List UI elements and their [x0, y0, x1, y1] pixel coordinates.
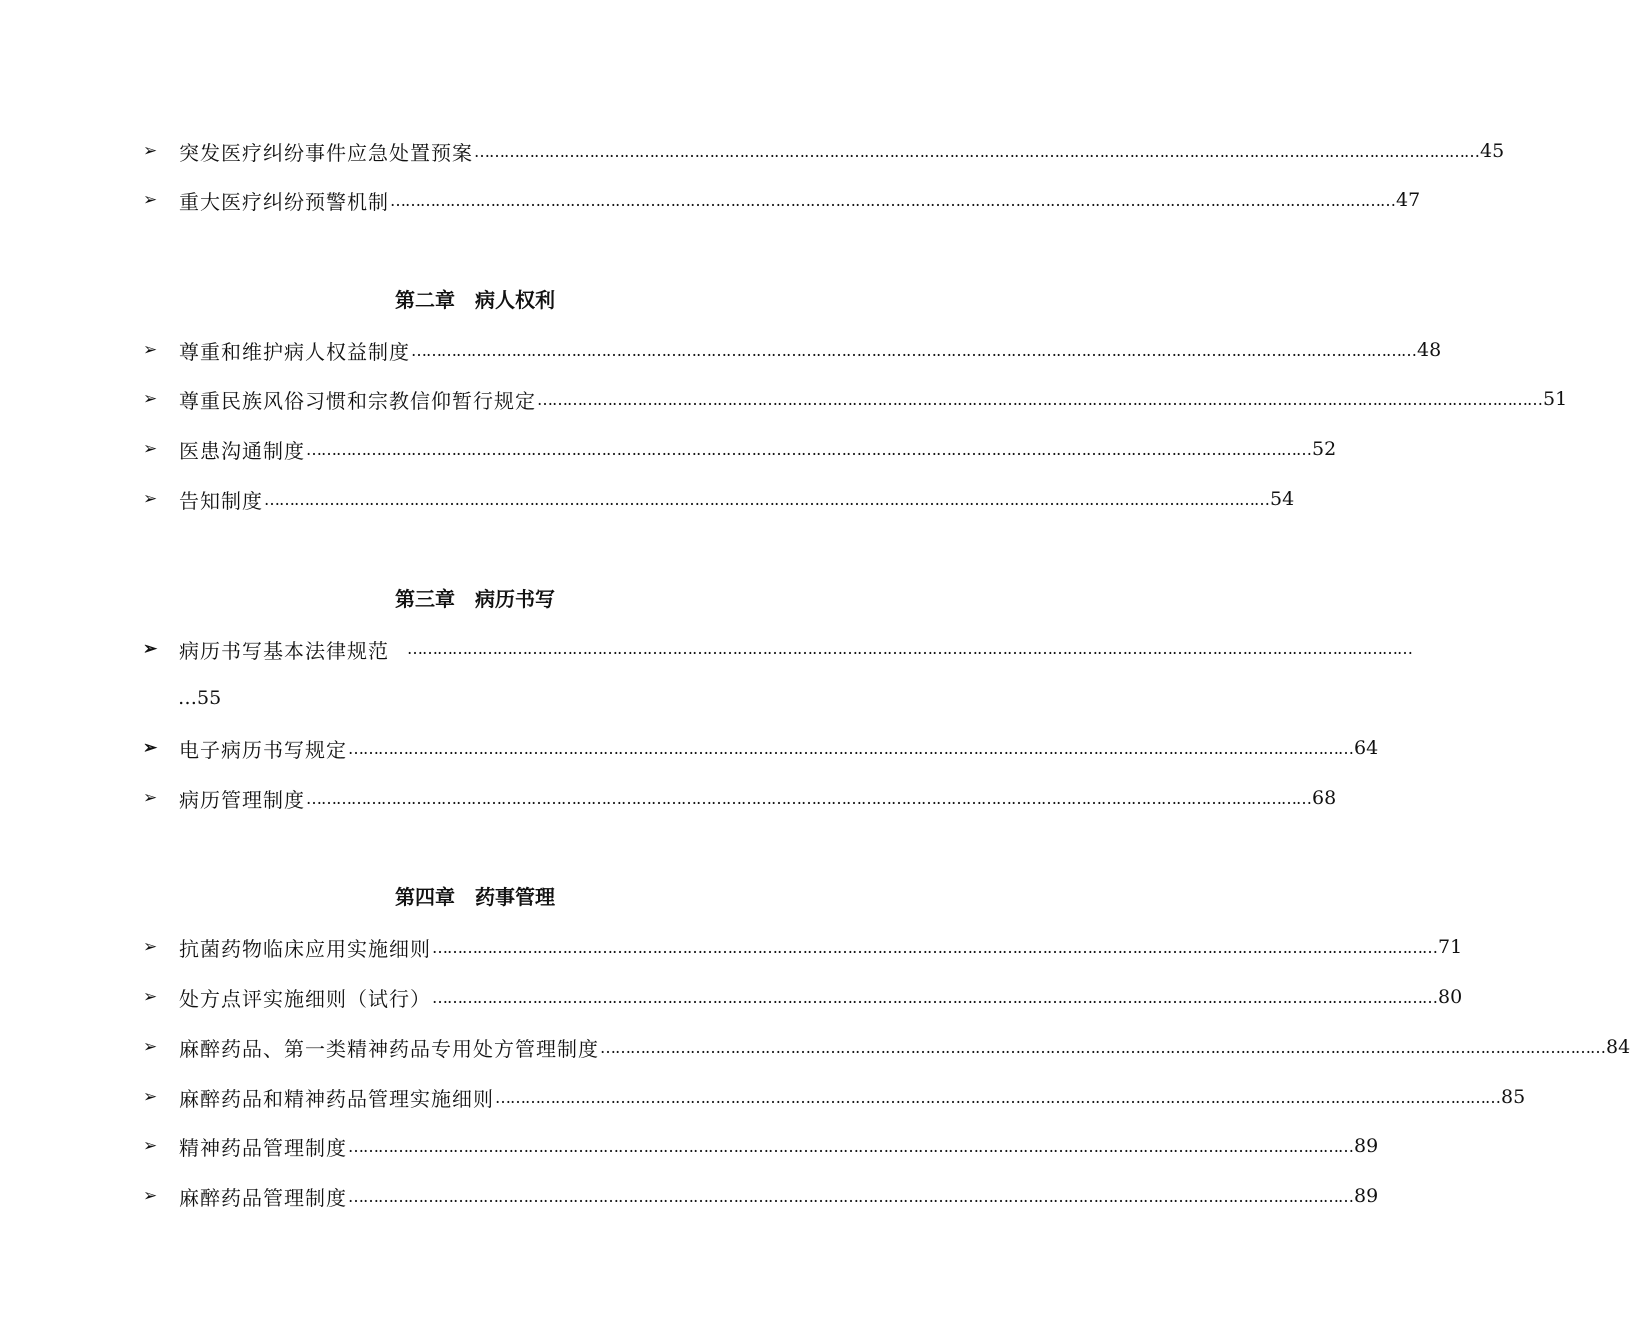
- toc-entry-page: 52: [1312, 438, 1337, 460]
- chapter-name: 药事管理: [475, 885, 555, 909]
- toc-entry[interactable]: [143, 185, 1421, 215]
- dot-leader: …………………………………………………………………………………………………………………………………………………………………………………: [348, 1186, 1353, 1206]
- arrow-bullet-icon: ➢: [143, 638, 158, 659]
- toc-entry-title: 尊重民族风俗习惯和宗教信仰暂行规定: [179, 388, 536, 413]
- toc-entry-page: 47: [1396, 189, 1421, 211]
- toc-entry-title: 电子病历书写规定: [179, 737, 347, 762]
- arrow-bullet-icon: ➢: [143, 339, 158, 360]
- chapter-heading: [0, 882, 950, 912]
- toc-entry-page: …55: [178, 687, 222, 709]
- dot-leader: …………………………………………………………………………………………………………………………………………………………………………………: [474, 141, 1479, 161]
- toc-entry-page: 84: [1606, 1036, 1630, 1058]
- arrow-bullet-icon: ➢: [143, 1036, 158, 1057]
- toc-entry-title: 精神药品管理制度: [179, 1135, 347, 1160]
- toc-entry-title: 麻醉药品、第一类精神药品专用处方管理制度: [179, 1036, 599, 1061]
- toc-entry-title: 告知制度: [179, 488, 263, 513]
- chapter-number: 第四章: [395, 885, 455, 909]
- arrow-bullet-icon: ➢: [143, 787, 158, 808]
- toc-entry-title: 尊重和维护病人权益制度: [179, 339, 410, 364]
- toc-entry-title: 重大医疗纠纷预警机制: [179, 189, 389, 214]
- toc-entry-page: 85: [1501, 1086, 1526, 1108]
- toc-entry[interactable]: [143, 384, 1568, 414]
- dot-leader: …………………………………………………………………………………………………………………………………………………………………………………: [407, 639, 1412, 658]
- toc-entry-page: 48: [1417, 339, 1442, 361]
- chapter-number: 第三章: [395, 587, 455, 611]
- arrow-bullet-icon: ➢: [143, 140, 158, 161]
- arrow-bullet-icon: ➢: [143, 737, 158, 758]
- chapter-heading: [0, 584, 950, 614]
- toc-entry[interactable]: [143, 783, 1337, 813]
- chapter-number: 第二章: [395, 288, 455, 312]
- arrow-bullet-icon: ➢: [143, 438, 158, 459]
- dot-leader: …………………………………………………………………………………………………………………………………………………………………………………: [432, 987, 1437, 1007]
- toc-entry[interactable]: [143, 982, 1463, 1012]
- toc-entry-page: 80: [1438, 986, 1463, 1008]
- toc-entry-title: 处方点评实施细则（试行）: [179, 986, 431, 1011]
- toc-entry-title: 医患沟通制度: [179, 438, 305, 463]
- dot-leader: …………………………………………………………………………………………………………………………………………………………………………………: [348, 1136, 1353, 1156]
- toc-entry[interactable]: [143, 1131, 1379, 1161]
- toc-entry-page: 64: [1354, 737, 1379, 759]
- toc-entry[interactable]: [143, 335, 1442, 365]
- arrow-bullet-icon: ➢: [143, 488, 158, 509]
- dot-leader: …………………………………………………………………………………………………………………………………………………………………………………: [306, 788, 1311, 808]
- toc-entry-title: 麻醉药品和精神药品管理实施细则: [179, 1086, 494, 1111]
- toc-entry-title: 麻醉药品管理制度: [179, 1185, 347, 1210]
- toc-entry-page: 89: [1354, 1185, 1379, 1207]
- toc-entry-title: 抗菌药物临床应用实施细则: [179, 936, 431, 961]
- chapter-name: 病历书写: [475, 587, 555, 611]
- dot-leader: …………………………………………………………………………………………………………………………………………………………………………………: [495, 1087, 1500, 1107]
- toc-entry[interactable]: [143, 1032, 1630, 1062]
- dot-leader: …………………………………………………………………………………………………………………………………………………………………………………: [306, 439, 1311, 459]
- toc-entry[interactable]: [143, 1082, 1526, 1112]
- dot-leader: …………………………………………………………………………………………………………………………………………………………………………………: [390, 190, 1395, 210]
- toc-entry-page: 45: [1480, 140, 1505, 162]
- dot-leader: …………………………………………………………………………………………………………………………………………………………………………………: [432, 937, 1437, 957]
- arrow-bullet-icon: ➢: [143, 1185, 158, 1206]
- toc-entry[interactable]: [143, 434, 1337, 464]
- arrow-bullet-icon: ➢: [143, 1135, 158, 1156]
- toc-entry[interactable]: [143, 733, 1379, 763]
- arrow-bullet-icon: ➢: [143, 1086, 158, 1107]
- arrow-bullet-icon: ➢: [143, 388, 158, 409]
- toc-entry[interactable]: [143, 136, 1505, 166]
- dot-leader: …………………………………………………………………………………………………………………………………………………………………………………: [348, 738, 1353, 758]
- arrow-bullet-icon: ➢: [143, 986, 158, 1007]
- chapter-name: 病人权利: [475, 288, 555, 312]
- toc-entry-title: 病历管理制度: [179, 787, 305, 812]
- toc-entry-title: 突发医疗纠纷事件应急处置预案: [179, 140, 473, 165]
- arrow-bullet-icon: ➢: [143, 189, 158, 210]
- toc-entry-page: 68: [1312, 787, 1337, 809]
- toc-entry[interactable]: [143, 484, 1295, 514]
- toc-entry[interactable]: [143, 1181, 1379, 1211]
- toc-entry-page: 54: [1270, 488, 1295, 510]
- toc-entry[interactable]: [143, 932, 1463, 962]
- toc-entry-title: 病历书写基本法律规范: [179, 638, 389, 663]
- dot-leader: …………………………………………………………………………………………………………………………………………………………………………………: [264, 489, 1269, 509]
- dot-leader: …………………………………………………………………………………………………………………………………………………………………………………: [411, 340, 1416, 360]
- dot-leader: …………………………………………………………………………………………………………………………………………………………………………………: [600, 1037, 1605, 1057]
- arrow-bullet-icon: ➢: [143, 936, 158, 957]
- toc-entry-page: 51: [1543, 388, 1568, 410]
- chapter-heading: [0, 285, 950, 315]
- toc-entry-page: 71: [1438, 936, 1463, 958]
- toc-entry-page: 89: [1354, 1135, 1379, 1157]
- dot-leader: …………………………………………………………………………………………………………………………………………………………………………………: [537, 389, 1542, 409]
